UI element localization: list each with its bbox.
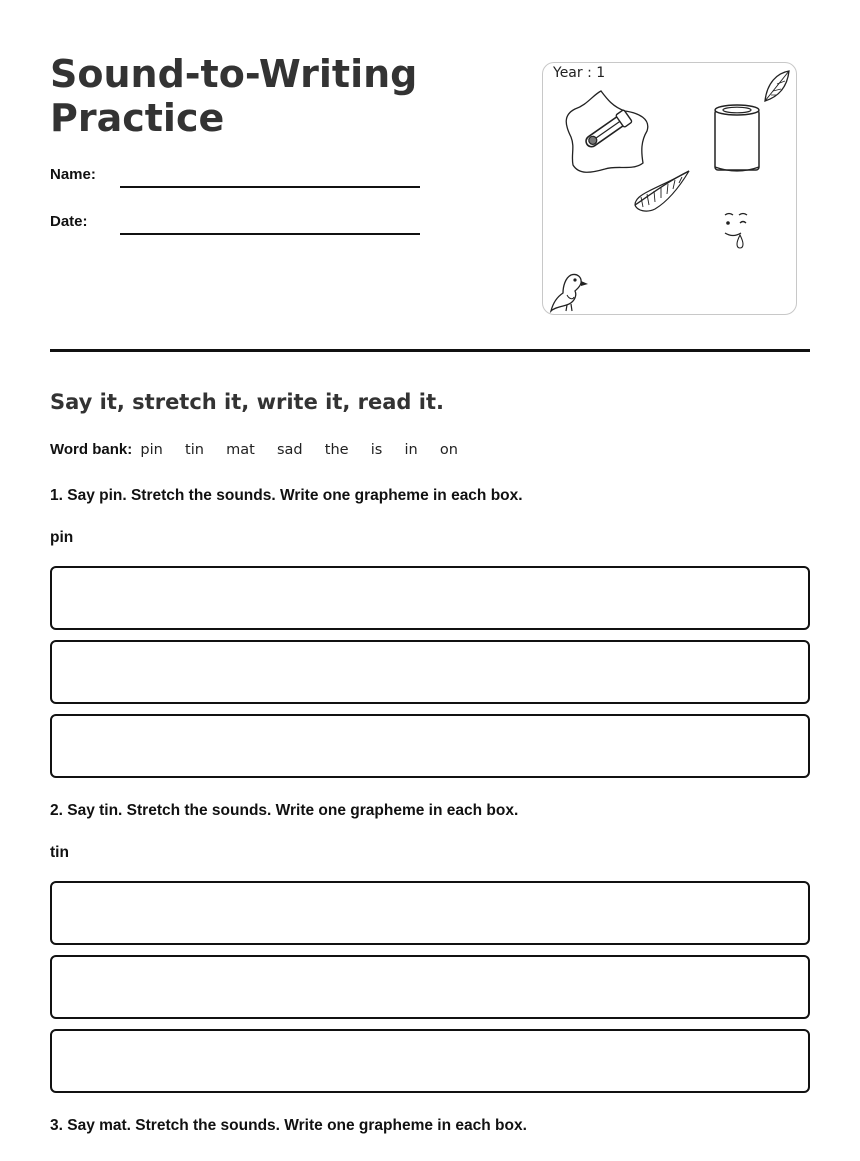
question-2-text: 2. Say tin. Stretch the sounds. Write one grapheme in each box. xyxy=(50,802,519,819)
page-title: Sound-to-Writing Practice xyxy=(50,52,418,140)
question-1-text: 1. Say pin. Stretch the sounds. Write one grapheme in each box. xyxy=(50,487,523,504)
grapheme-box[interactable] xyxy=(50,566,810,630)
question-3-text: 3. Say mat. Stretch the sounds. Write one grapheme in each box. xyxy=(50,1117,527,1134)
question-1-word: pin xyxy=(50,529,74,546)
word-bank-word: pin xyxy=(140,442,163,458)
feather-icon xyxy=(631,167,693,215)
year-label: Year : 1 xyxy=(553,65,606,81)
word-bank-word: mat xyxy=(226,442,255,458)
word-bank-word: in xyxy=(404,442,418,458)
word-bank-word: sad xyxy=(276,442,303,458)
word-bank-word: is xyxy=(370,442,383,458)
grapheme-box[interactable] xyxy=(50,1029,810,1093)
question-2-word: tin xyxy=(50,844,69,861)
leaf-icon xyxy=(761,69,795,105)
grapheme-box[interactable] xyxy=(50,714,810,778)
grapheme-box[interactable] xyxy=(50,881,810,945)
grapheme-box[interactable] xyxy=(50,640,810,704)
name-label: Name: xyxy=(50,166,96,183)
grapheme-box[interactable] xyxy=(50,955,810,1019)
tin-can-icon xyxy=(713,103,763,175)
bird-icon xyxy=(547,269,589,313)
section-subtitle: Say it, stretch it, write it, read it. xyxy=(50,390,444,414)
date-field[interactable] xyxy=(120,233,420,235)
date-label: Date: xyxy=(50,213,88,230)
word-bank-word: tin xyxy=(185,442,204,458)
word-bank-word: on xyxy=(439,442,458,458)
name-field[interactable] xyxy=(120,186,420,188)
picture-box xyxy=(542,62,797,315)
safety-pin-in-star-icon xyxy=(561,85,653,177)
word-bank xyxy=(50,441,472,458)
face-icon xyxy=(721,211,753,251)
word-bank-word: the xyxy=(324,442,349,458)
section-divider xyxy=(50,349,810,352)
word-bank-label: Word bank: xyxy=(50,441,133,458)
